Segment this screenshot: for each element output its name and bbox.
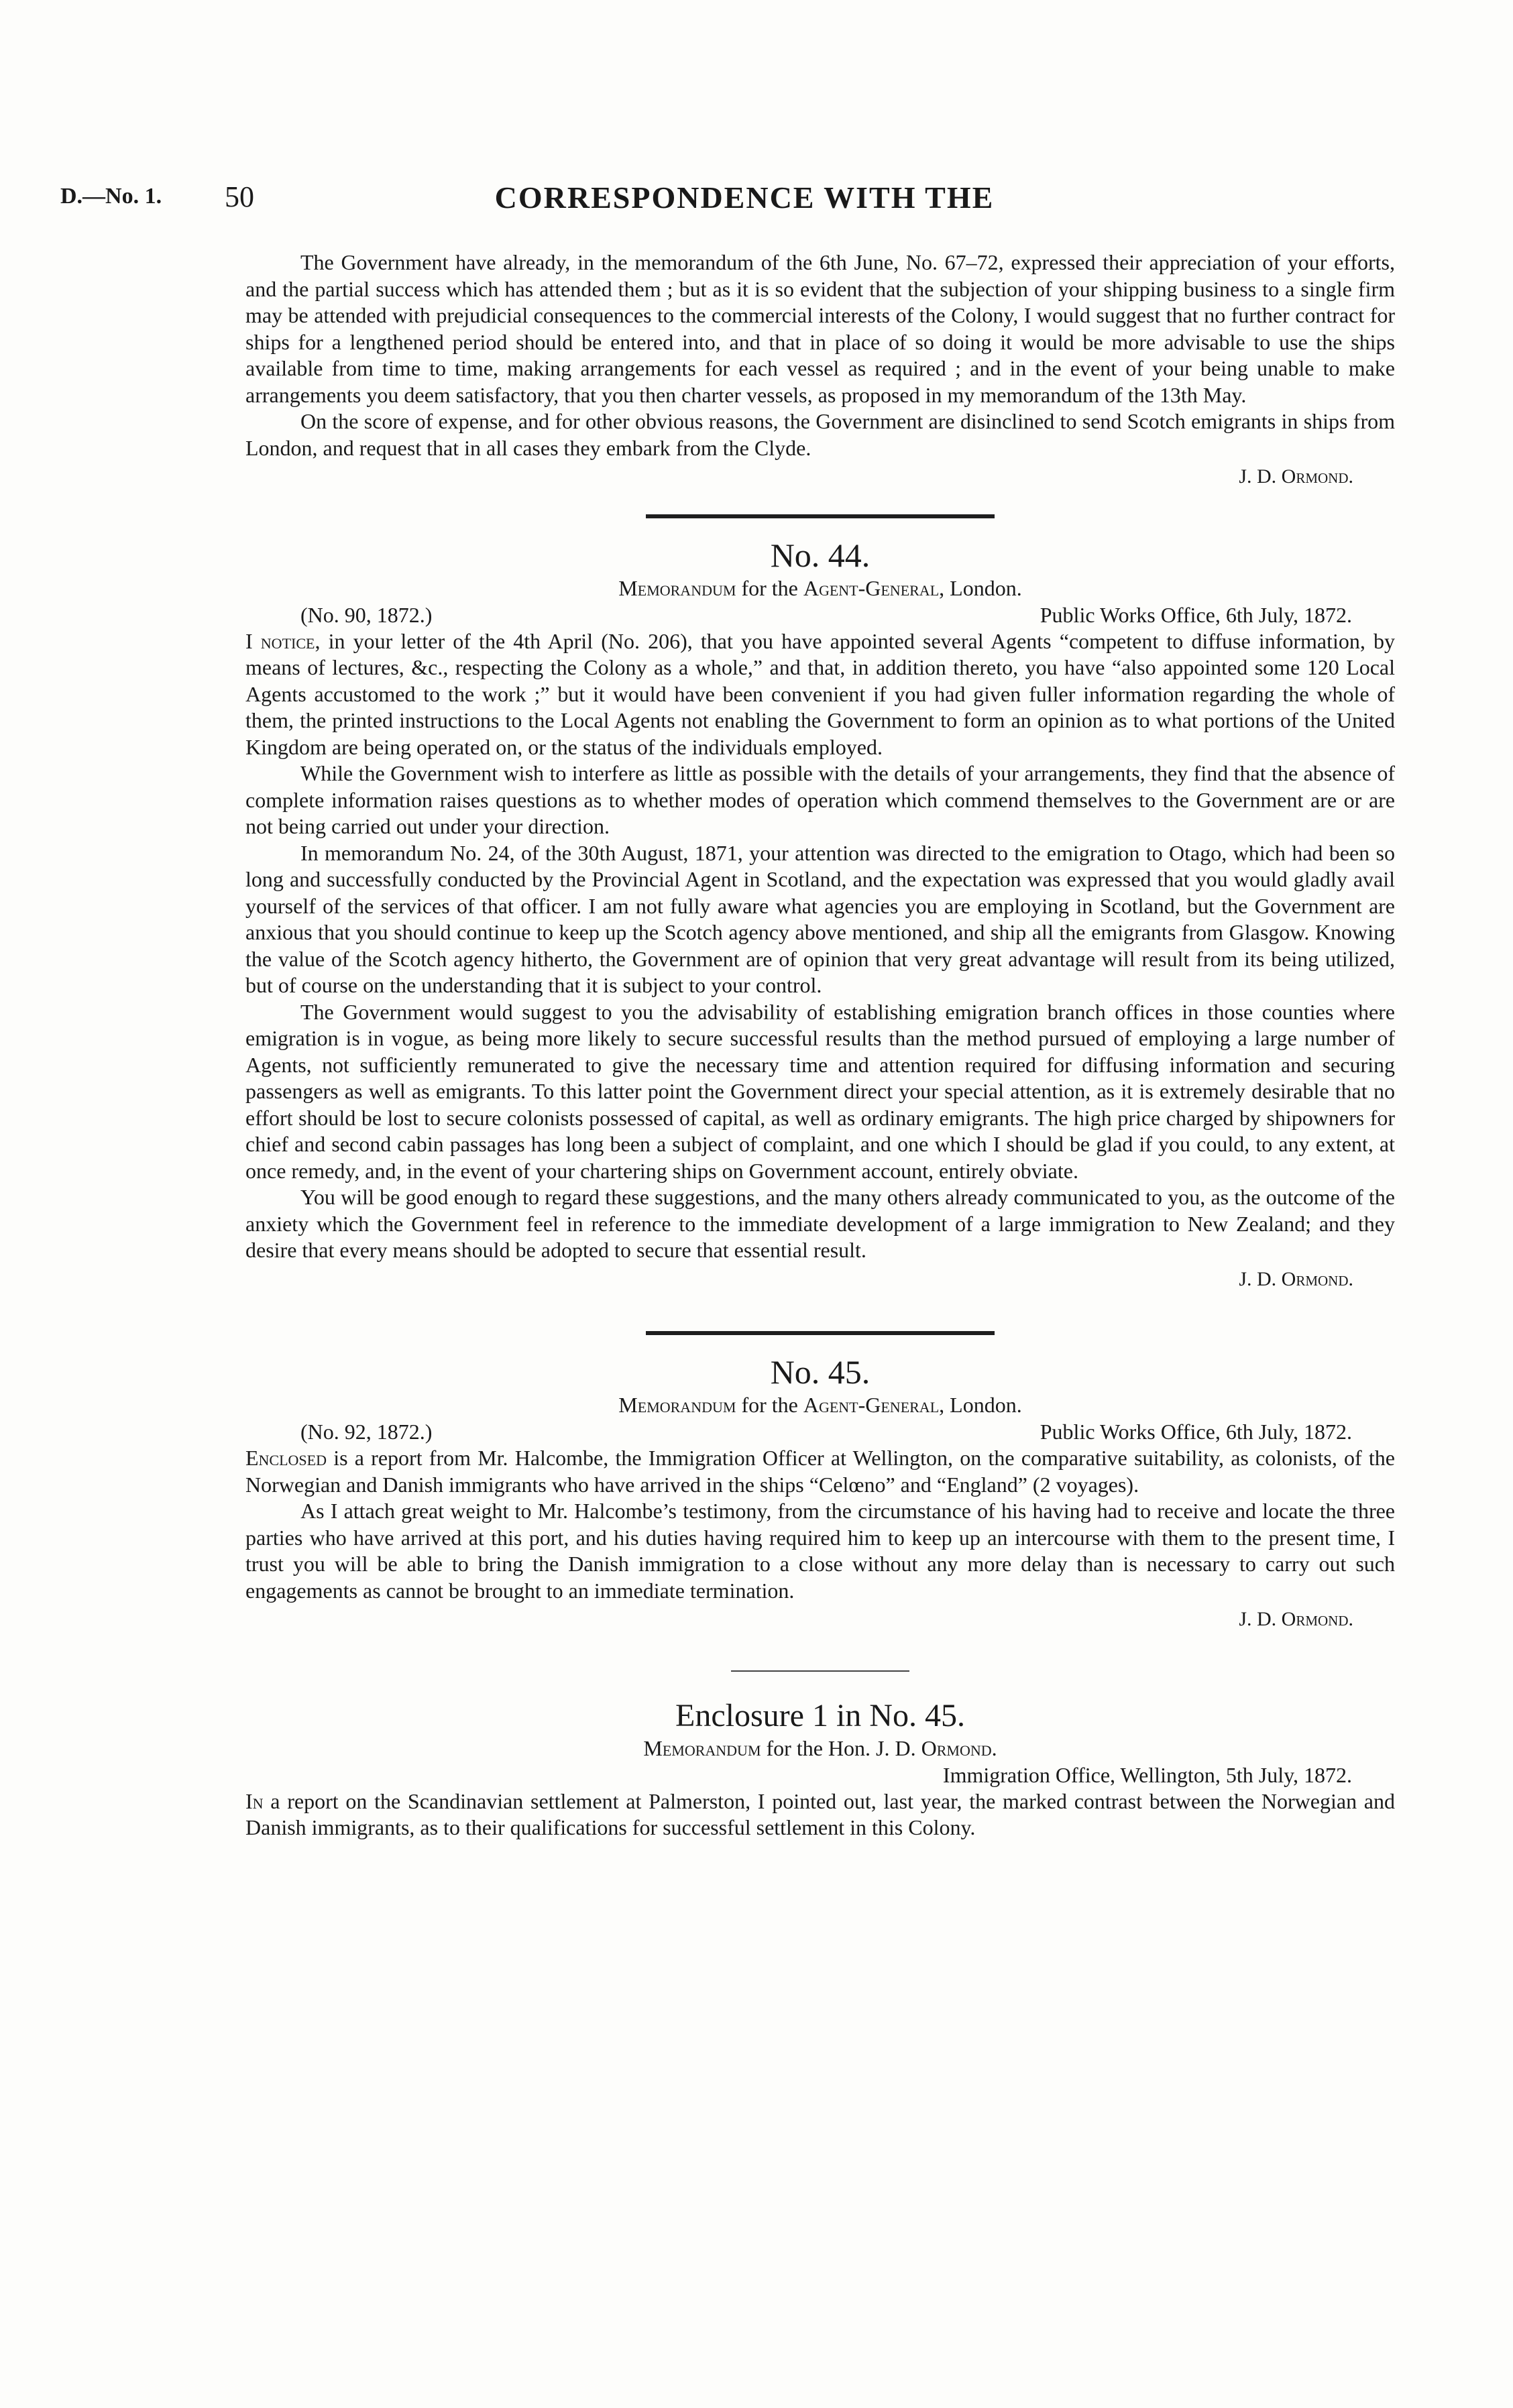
lead-word: In: [245, 1788, 264, 1813]
enclosure-office-row: [245, 1762, 1395, 1788]
memo-for: for the: [741, 575, 798, 600]
memo-number: No. 45.: [770, 1353, 871, 1391]
memo-paragraph-1-text: in your letter of the 4th April (No. 206), that you have appointed several Agents “competent to diffuse information, by means of lectures, &c., respecting the Colony as a whole,” and that, in addition thereto, you have “also appointed some 120 Local Agents accustomed to the work ;” but it would have been convenient if you had given fuller information regarding the whole of them, the printed instructions to the Local Agents not enabling the Government to form an opinion as to what portions of the United Kingdom are being operated on, or the status of the individuals employed.: [245, 628, 1396, 759]
memo-word: Memorandum: [643, 1735, 761, 1760]
enclosure-title: Enclosure 1 in No. 45.: [675, 1697, 965, 1733]
memo-no44: [245, 536, 1395, 1293]
memo-for: for the: [741, 1393, 798, 1417]
memo-heading: [245, 1391, 1395, 1418]
memo-location: London.: [950, 575, 1022, 600]
intro-paragraph-1: The Government have already, in the memorandum of the 6th June, No. 67–72, expressed their appreciation of your efforts, and the partial success which has attended them ; but as it is so evident that the subjection of your shipping business to a single firm may be attended with prejudicial consequences to the commercial interests of the Colony, I would suggest that no further contract for ships for a lengthened period should be entered into, and that in place of so doing it would be more advisable to use the ships available from time to time, making arrangements for each vessel as required ; and in the event of your being unable to make arrangements you deem satisfactory, that you then charter vessels, as proposed in my memorandum of the 13th May.: [245, 250, 1395, 407]
memo-paragraph-2: As I attach great weight to Mr. Halcombe’s testimony, from the circumstance of his having had to receive and locate the three parties who have arrived at this port, and his duties having required him to keep up an intercourse with them to the present time, I trust you will be able to bring the Danish immigration to a close without any more delay than is necessary to carry out such engagements as cannot be brought to an immediate termination.: [245, 1499, 1395, 1603]
lead-word: Enclosed: [245, 1446, 327, 1470]
memo-location: London.: [950, 1393, 1022, 1417]
memo-signature: J. D. Ormond.: [1239, 1608, 1353, 1630]
page-body: [245, 249, 1395, 1841]
enclosure-memo-heading: [245, 1735, 1395, 1762]
memo-office-date: Public Works Office, 6th July, 1872.: [1040, 602, 1352, 627]
enclosure-paragraph: [245, 1788, 1395, 1841]
enclosure-paragraph-text: a report on the Scandinavian settlement at Palmerston, I pointed out, last year, the marked contrast between the Norwegian and Danish immigrants, as to their qualifications for successful settlement in this Colony.: [245, 1788, 1396, 1839]
memo-paragraph-3: In memorandum No. 24, of the 30th August, 1871, your attention was directed to the emigration to Otago, which had been so long and successfully conducted by the Provincial Agent in Scotland, and the expectation was expressed that you would gladly avail yourself of the services of that officer. I am not fully aware what agencies you are employing in Scotland, but the Government are anxious that you should continue to keep up the Scotch agency above mentioned, and ship all the emigrants from Glasgow. Knowing the value of the Scotch agency hitherto, the Government are of opinion that very great advantage will result from its being utilized, but of course on the understanding that it is subject to your control.: [245, 840, 1395, 997]
enclosure-section: [245, 1697, 1395, 1841]
document-reference: D.—No. 1.: [60, 184, 162, 209]
memo-paragraph-2: While the Government wish to interfere as little as possible with the details of your arrangements, they find that the absence of complete information raises questions as to whether modes of operation which commend themselves to the Government are or are not being carried out under your direction.: [245, 761, 1395, 838]
intro-paragraph-2: On the score of expense, and for other obvious reasons, the Government are disinclined to send Scotch emigrants in ships from London, and request that in all cases they embark from the Clyde.: [245, 409, 1395, 460]
page-number: 50: [225, 180, 254, 213]
memo-word: Memorandum: [618, 575, 736, 600]
memo-ref-row: [245, 601, 1395, 628]
running-title: CORRESPONDENCE WITH THE: [494, 180, 995, 215]
memo-ref: (No. 92, 1872.): [300, 1420, 433, 1444]
page-header: [60, 180, 1428, 220]
memo-ref: (No. 90, 1872.): [300, 602, 433, 627]
lead-word: I notice,: [245, 628, 321, 653]
memo-signature: J. D. Ormond.: [1239, 1267, 1353, 1290]
memo-paragraph-1: [245, 1445, 1395, 1498]
memo-word: Memorandum: [618, 1393, 736, 1417]
memo-paragraph-1-text: is a report from Mr. Halcombe, the Immigration Officer at Wellington, on the comparative suitability, as colonists, of the Norwegian and Danish immigrants who have arrived in the ships “Celœno” and “England” (2 voyages).: [245, 1446, 1396, 1497]
section-divider: [646, 514, 995, 518]
memo-no45: [245, 1353, 1395, 1633]
memo-heading: [245, 575, 1395, 601]
memo-office-date: Public Works Office, 6th July, 1872.: [1040, 1420, 1352, 1444]
memo-recipient: J. D. Ormond.: [876, 1735, 997, 1760]
memo-paragraph-5: You will be good enough to regard these suggestions, and the many others already communicated to you, as the outcome of the anxiety which the Government feel in reference to the immediate development of a large immigration to New Zealand; and they desire that every means should be adopted to secure that essential result.: [245, 1185, 1395, 1262]
intro-section: [245, 249, 1395, 490]
enclosure-office-date: Immigration Office, Wellington, 5th July, 1872.: [942, 1762, 1352, 1787]
intro-signature: J. D. Ormond.: [1239, 465, 1353, 488]
memo-for: for the Hon.: [766, 1735, 871, 1760]
section-divider: [646, 1331, 995, 1335]
memo-paragraph-4: The Government would suggest to you the advisability of establishing emigration branch offices in those counties where emigration is in vogue, as being more likely to secure successful results than the method pursued of employing a large number of Agents, not sufficiently remunerated to give the necessary time and attention required for diffusing information and securing passengers as well as emigrants. To this latter point the Government direct your special attention, as it is extremely desirable that no effort should be lost to secure colonists possessed of capital, as well as ordinary emigrants. The high price charged by shipowners for chief and second cabin passages has long been a subject of complaint, and one which I should be glad if you could, to any extent, at once remedy, and, in the event of your chartering ships on Government account, entirely obviate.: [245, 999, 1395, 1183]
memo-recipient: Agent-General,: [803, 1393, 945, 1417]
memo-paragraph-1: [245, 628, 1395, 761]
enclosure-divider: [731, 1670, 909, 1672]
memo-number: No. 44.: [770, 536, 871, 574]
memo-ref-row: [245, 1418, 1395, 1445]
memo-recipient: Agent-General,: [803, 575, 945, 600]
